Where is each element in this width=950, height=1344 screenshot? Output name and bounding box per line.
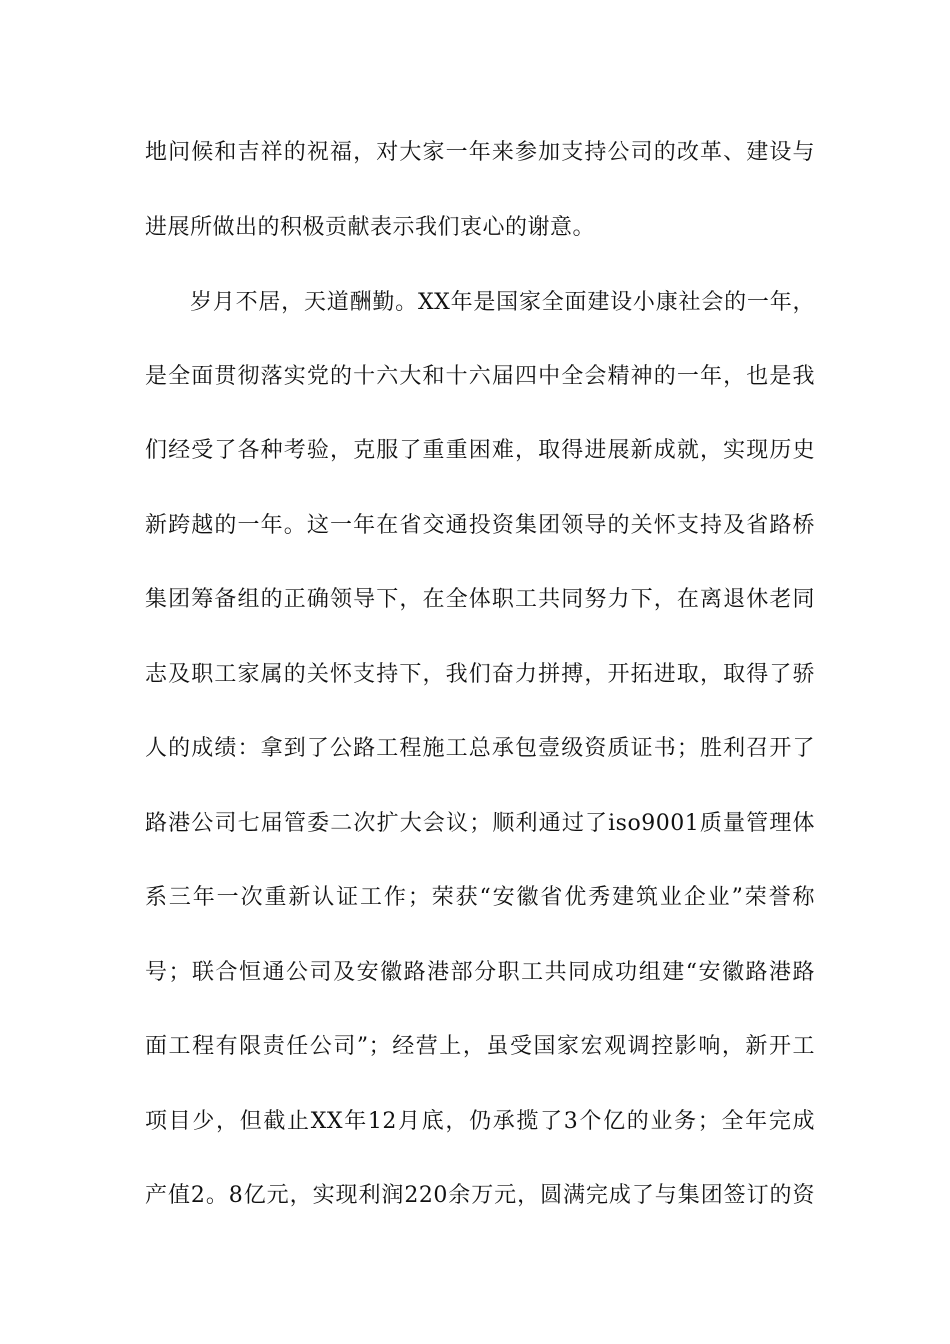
text-line: 地问候和吉祥的祝福，对大家一年来参加支持公司的改革、建设与 [145, 140, 815, 165]
text-line: 路港公司七届管委二次扩大会议；顺利通过了iso9001质量管理体 [145, 811, 815, 836]
text-line: 志及职工家属的关怀支持下，我们奋力拼搏，开拓进取，取得了骄 [145, 662, 815, 687]
text-line: 面工程有限责任公司”；经营上，虽受国家宏观调控影响，新开工 [145, 1034, 815, 1059]
text-line: 新跨越的一年。这一年在省交通投资集团领导的关怀支持及省路桥 [145, 513, 815, 538]
text-line: 集团筹备组的正确领导下，在全体职工共同努力下，在离退休老同 [145, 587, 815, 612]
text-line: 产值2。8亿元，实现利润220余万元，圆满完成了与集团签订的资 [145, 1183, 815, 1208]
paragraph-first-line: 岁月不居，天道酬勤。XX年是国家全面建设小康社会的一年， [190, 290, 815, 315]
text-line: 号；联合恒通公司及安徽路港部分职工共同成功组建“安徽路港路 [145, 960, 815, 985]
text-line: 人的成绩：拿到了公路工程施工总承包壹级资质证书；胜利召开了 [145, 736, 815, 761]
text-line: 们经受了各种考验，克服了重重困难，取得进展新成就，实现历史 [145, 438, 815, 463]
text-line: 进展所做出的积极贡献表示我们衷心的谢意。 [145, 215, 596, 240]
text-line: 是全面贯彻落实党的十六大和十六届四中全会精神的一年，也是我 [145, 364, 815, 389]
text-line: 系三年一次重新认证工作；荣获“安徽省优秀建筑业企业”荣誉称 [145, 885, 815, 910]
text-line: 项目少，但截止XX年12月底，仍承揽了3个亿的业务；全年完成 [145, 1109, 815, 1134]
